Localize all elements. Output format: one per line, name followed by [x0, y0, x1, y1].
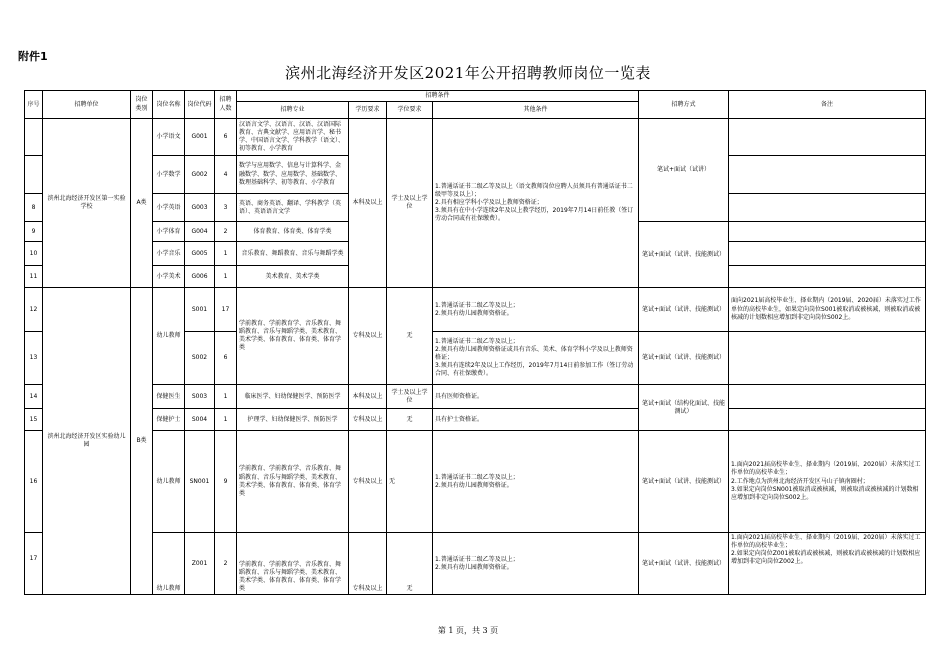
cell-major: 音乐教育、舞蹈教育、音乐与舞蹈学类	[237, 242, 349, 266]
cell-other: 1.普通话证书二级乙等及以上； 2.须具有幼儿园教师资格证。	[433, 431, 639, 533]
cell-remarks	[729, 194, 926, 222]
cell-code: S002	[185, 332, 215, 385]
header-method: 招聘方式	[639, 91, 729, 119]
header-post-name: 岗位名称	[153, 91, 185, 119]
cell-count: 6	[215, 119, 237, 156]
cell-post: 幼儿教师	[153, 533, 185, 595]
cell-code: G003	[185, 194, 215, 222]
cell-remarks	[729, 409, 926, 431]
cell-post: 小学英语	[153, 194, 185, 222]
cell-seq: 17	[25, 533, 43, 595]
cell-seq: 11	[25, 266, 43, 288]
cell-count: 1	[215, 266, 237, 288]
cell-other: 1.普通话证书二级乙等及以上； 2.须具有幼儿园教师资格证或具有音乐、美术、体育学科小学及以上教师资格证； 3.须具有连续2年及以上工作经历，2019年7月14日前参加工作（签订劳动合同、有社保缴费）。	[433, 332, 639, 385]
cell-major: 学前教育、学前教育学、音乐教育、舞蹈教育、音乐与舞蹈学类、美术教育、美术学类、体育教育、体育类、体育学类	[237, 431, 349, 533]
page-title: 滨州北海经济开发区2021年公开招聘教师岗位一览表	[285, 64, 651, 82]
cell-count: 3	[215, 194, 237, 222]
cell-degree: 学士及以上学位	[387, 385, 433, 409]
cell-major: 汉语言文学、汉语言、汉语、汉语国际教育、古典文献学、应用语言学、秘书学、中国语言文学、学科教学（语文）、初等教育、小学教育	[237, 119, 349, 156]
cell-seq: 14	[25, 385, 43, 409]
cell-major: 临床医学、妇幼保健医学、预防医学	[237, 385, 349, 409]
table-row	[25, 431, 926, 533]
cell-method: 笔试+面试（试讲、技能测试）	[639, 288, 729, 332]
cell-remarks	[729, 332, 926, 385]
cell-count: 17	[215, 288, 237, 332]
cell-post: 小学体育	[153, 222, 185, 242]
cell-count: 9	[215, 431, 237, 533]
cell-code: S001	[185, 288, 215, 332]
cell-edu: 本科及以上	[349, 385, 387, 409]
attachment-label: 附件1	[18, 50, 48, 63]
cell-major: 美术教育、美术学类	[237, 266, 349, 288]
header-unit: 招聘单位	[43, 91, 131, 119]
cell-post: 小学美术	[153, 266, 185, 288]
cell-method: 笔试+面试（试讲、技能测试）	[639, 332, 729, 385]
table-row	[25, 409, 926, 431]
cell-code: S004	[185, 409, 215, 431]
cell-count: 1	[215, 385, 237, 409]
cell-degree: 无	[387, 431, 433, 533]
cell-degree: 学士及以上学位	[387, 119, 433, 288]
cell-remarks	[729, 266, 926, 288]
cell-unit-school: 滨州北海经济开发区第一实验学校	[43, 119, 131, 288]
cell-major: 英语、商务英语、翻译、学科教学（英语）、英语语言文学	[237, 194, 349, 222]
cell-major: 护理学、妇幼保健医学、预防医学	[237, 409, 349, 431]
cell-post: 保健医生	[153, 385, 185, 409]
cell-edu: 专科及以上	[349, 431, 387, 533]
cell-code: G002	[185, 156, 215, 194]
cell-method: 笔试+面试（结构化面试、技能测试）	[639, 385, 729, 431]
header-conditions: 招聘条件	[237, 91, 639, 102]
cell-method: 笔试+面试（试讲）	[639, 119, 729, 222]
cell-count: 4	[215, 156, 237, 194]
cell-remarks	[729, 242, 926, 266]
cell-remarks: 面向2021届高校毕业生、择业期内（2019届、2020届）未落实过工作单位的高校毕业生，如果定向岗位S001被取消或被核减，则被取消或被核减的计划数相应增加到非定向岗位S002上。	[729, 288, 926, 332]
cell-count: 1	[215, 242, 237, 266]
cell-remarks: 1.面向2021届高校毕业生、择业期内（2019届、2020届）未落实过工作单位的高校毕业生； 2.如果定向岗位Z001被取消或被核减，则被取消或被核减的计划数相应增加到非定向岗位Z002上。	[729, 533, 926, 595]
cell-edu: 专科及以上	[349, 409, 387, 431]
cell-edu: 专科及以上	[349, 533, 387, 595]
cell-seq: 16	[25, 431, 43, 533]
cell-major: 数学与应用数学、信息与计算科学、金融数学、数学、应用数学、基础数学、数理基础科学、初等教育、小学教育	[237, 156, 349, 194]
cell-method: 笔试+面试（试讲、技能测试）	[639, 431, 729, 533]
cell-method: 笔试+面试（试讲、技能测试）	[639, 222, 729, 288]
cell-other: 1.普通话证书二级乙等及以上； 2.须具有幼儿园教师资格证。	[433, 533, 639, 595]
cell-other: 具有护士资格证。	[433, 409, 639, 431]
header-degree: 学位要求	[387, 102, 433, 119]
cell-code: G005	[185, 242, 215, 266]
cell-remarks: 1.面向2021届高校毕业生、择业期内（2019届、2020届）未落实过工作单位的高校毕业生； 2.工作地点为滨州北海经济开发区马山子镇南圈村； 3.如果定向岗位SN001被取消或被核减，则被取消或被核减的计划数相应增加到非定向岗位S002上。	[729, 431, 926, 533]
cell-post: 小学数学	[153, 156, 185, 194]
cell-post: 保健护士	[153, 409, 185, 431]
header-category: 岗位类别	[131, 91, 153, 119]
cell-code: G006	[185, 266, 215, 288]
table-row	[25, 385, 926, 409]
cell-seq	[25, 119, 43, 156]
cell-seq	[25, 156, 43, 194]
cell-post: 幼儿教师	[153, 431, 185, 533]
table-row	[25, 288, 926, 332]
cell-code: S003	[185, 385, 215, 409]
cell-major: 体育教育、体育类、体育学类	[237, 222, 349, 242]
header-count: 招聘人数	[215, 91, 237, 119]
cell-other: 1.普通话证书二级乙等及以上（语文教师岗位应聘人员须具有普通话证书二级甲等及以上）； 2.具有相应学科小学及以上教师资格证； 3.须具有在中小学连续2年及以上教学经历，2019年7月14日前任教（签订劳动合同或有社保缴费）。	[433, 119, 639, 288]
cell-seq: 10	[25, 242, 43, 266]
cell-count: 2	[215, 533, 237, 595]
header-seq: 序号	[25, 91, 43, 119]
cell-remarks	[729, 119, 926, 156]
cell-other: 具有医师资格证。	[433, 385, 639, 409]
cell-unit-kindergarten: 滨州北海经济开发区实验幼儿园	[43, 288, 131, 595]
cell-code: G004	[185, 222, 215, 242]
cell-method: 笔试+面试（试讲、技能测试）	[639, 533, 729, 595]
header-row-1	[25, 91, 926, 102]
cell-count: 2	[215, 222, 237, 242]
cell-seq: 12	[25, 288, 43, 332]
header-major: 招聘专业	[237, 102, 349, 119]
cell-seq: 8	[25, 194, 43, 222]
cell-edu: 本科及以上	[349, 119, 387, 288]
cell-major: 学前教育、学前教育学、音乐教育、舞蹈教育、音乐与舞蹈学类、美术教育、美术学类、体育教育、体育类、体育学类	[237, 533, 349, 595]
cell-edu: 专科及以上	[349, 288, 387, 385]
header-education: 学历要求	[349, 102, 387, 119]
cell-category-b: B类	[131, 288, 153, 595]
table-row	[25, 119, 926, 156]
recruitment-table	[24, 90, 926, 595]
header-post-code: 岗位代码	[185, 91, 215, 119]
header-remarks: 备注	[729, 91, 926, 119]
cell-remarks	[729, 385, 926, 409]
cell-count: 1	[215, 409, 237, 431]
cell-category-a: A类	[131, 119, 153, 288]
cell-degree: 无	[387, 533, 433, 595]
page-footer: 第 1 页，共 3 页	[437, 626, 499, 635]
cell-other: 1.普通话证书二级乙等及以上； 2.须具有幼儿园教师资格证。	[433, 288, 639, 332]
table-row	[25, 533, 926, 595]
cell-seq: 13	[25, 332, 43, 385]
cell-seq: 15	[25, 409, 43, 431]
cell-seq: 9	[25, 222, 43, 242]
cell-post: 小学语文	[153, 119, 185, 156]
cell-remarks	[729, 222, 926, 242]
cell-code: Z001	[185, 533, 215, 595]
cell-code: SN001	[185, 431, 215, 533]
cell-degree: 无	[387, 288, 433, 385]
cell-degree: 无	[387, 409, 433, 431]
header-other: 其他条件	[433, 102, 639, 119]
cell-post: 小学音乐	[153, 242, 185, 266]
cell-major: 学前教育、学前教育学、音乐教育、舞蹈教育、音乐与舞蹈学类、美术教育、美术学类、体育教育、体育类、体育学类	[237, 288, 349, 385]
cell-count: 6	[215, 332, 237, 385]
cell-remarks	[729, 156, 926, 194]
cell-code: G001	[185, 119, 215, 156]
cell-post: 幼儿教师	[153, 288, 185, 385]
